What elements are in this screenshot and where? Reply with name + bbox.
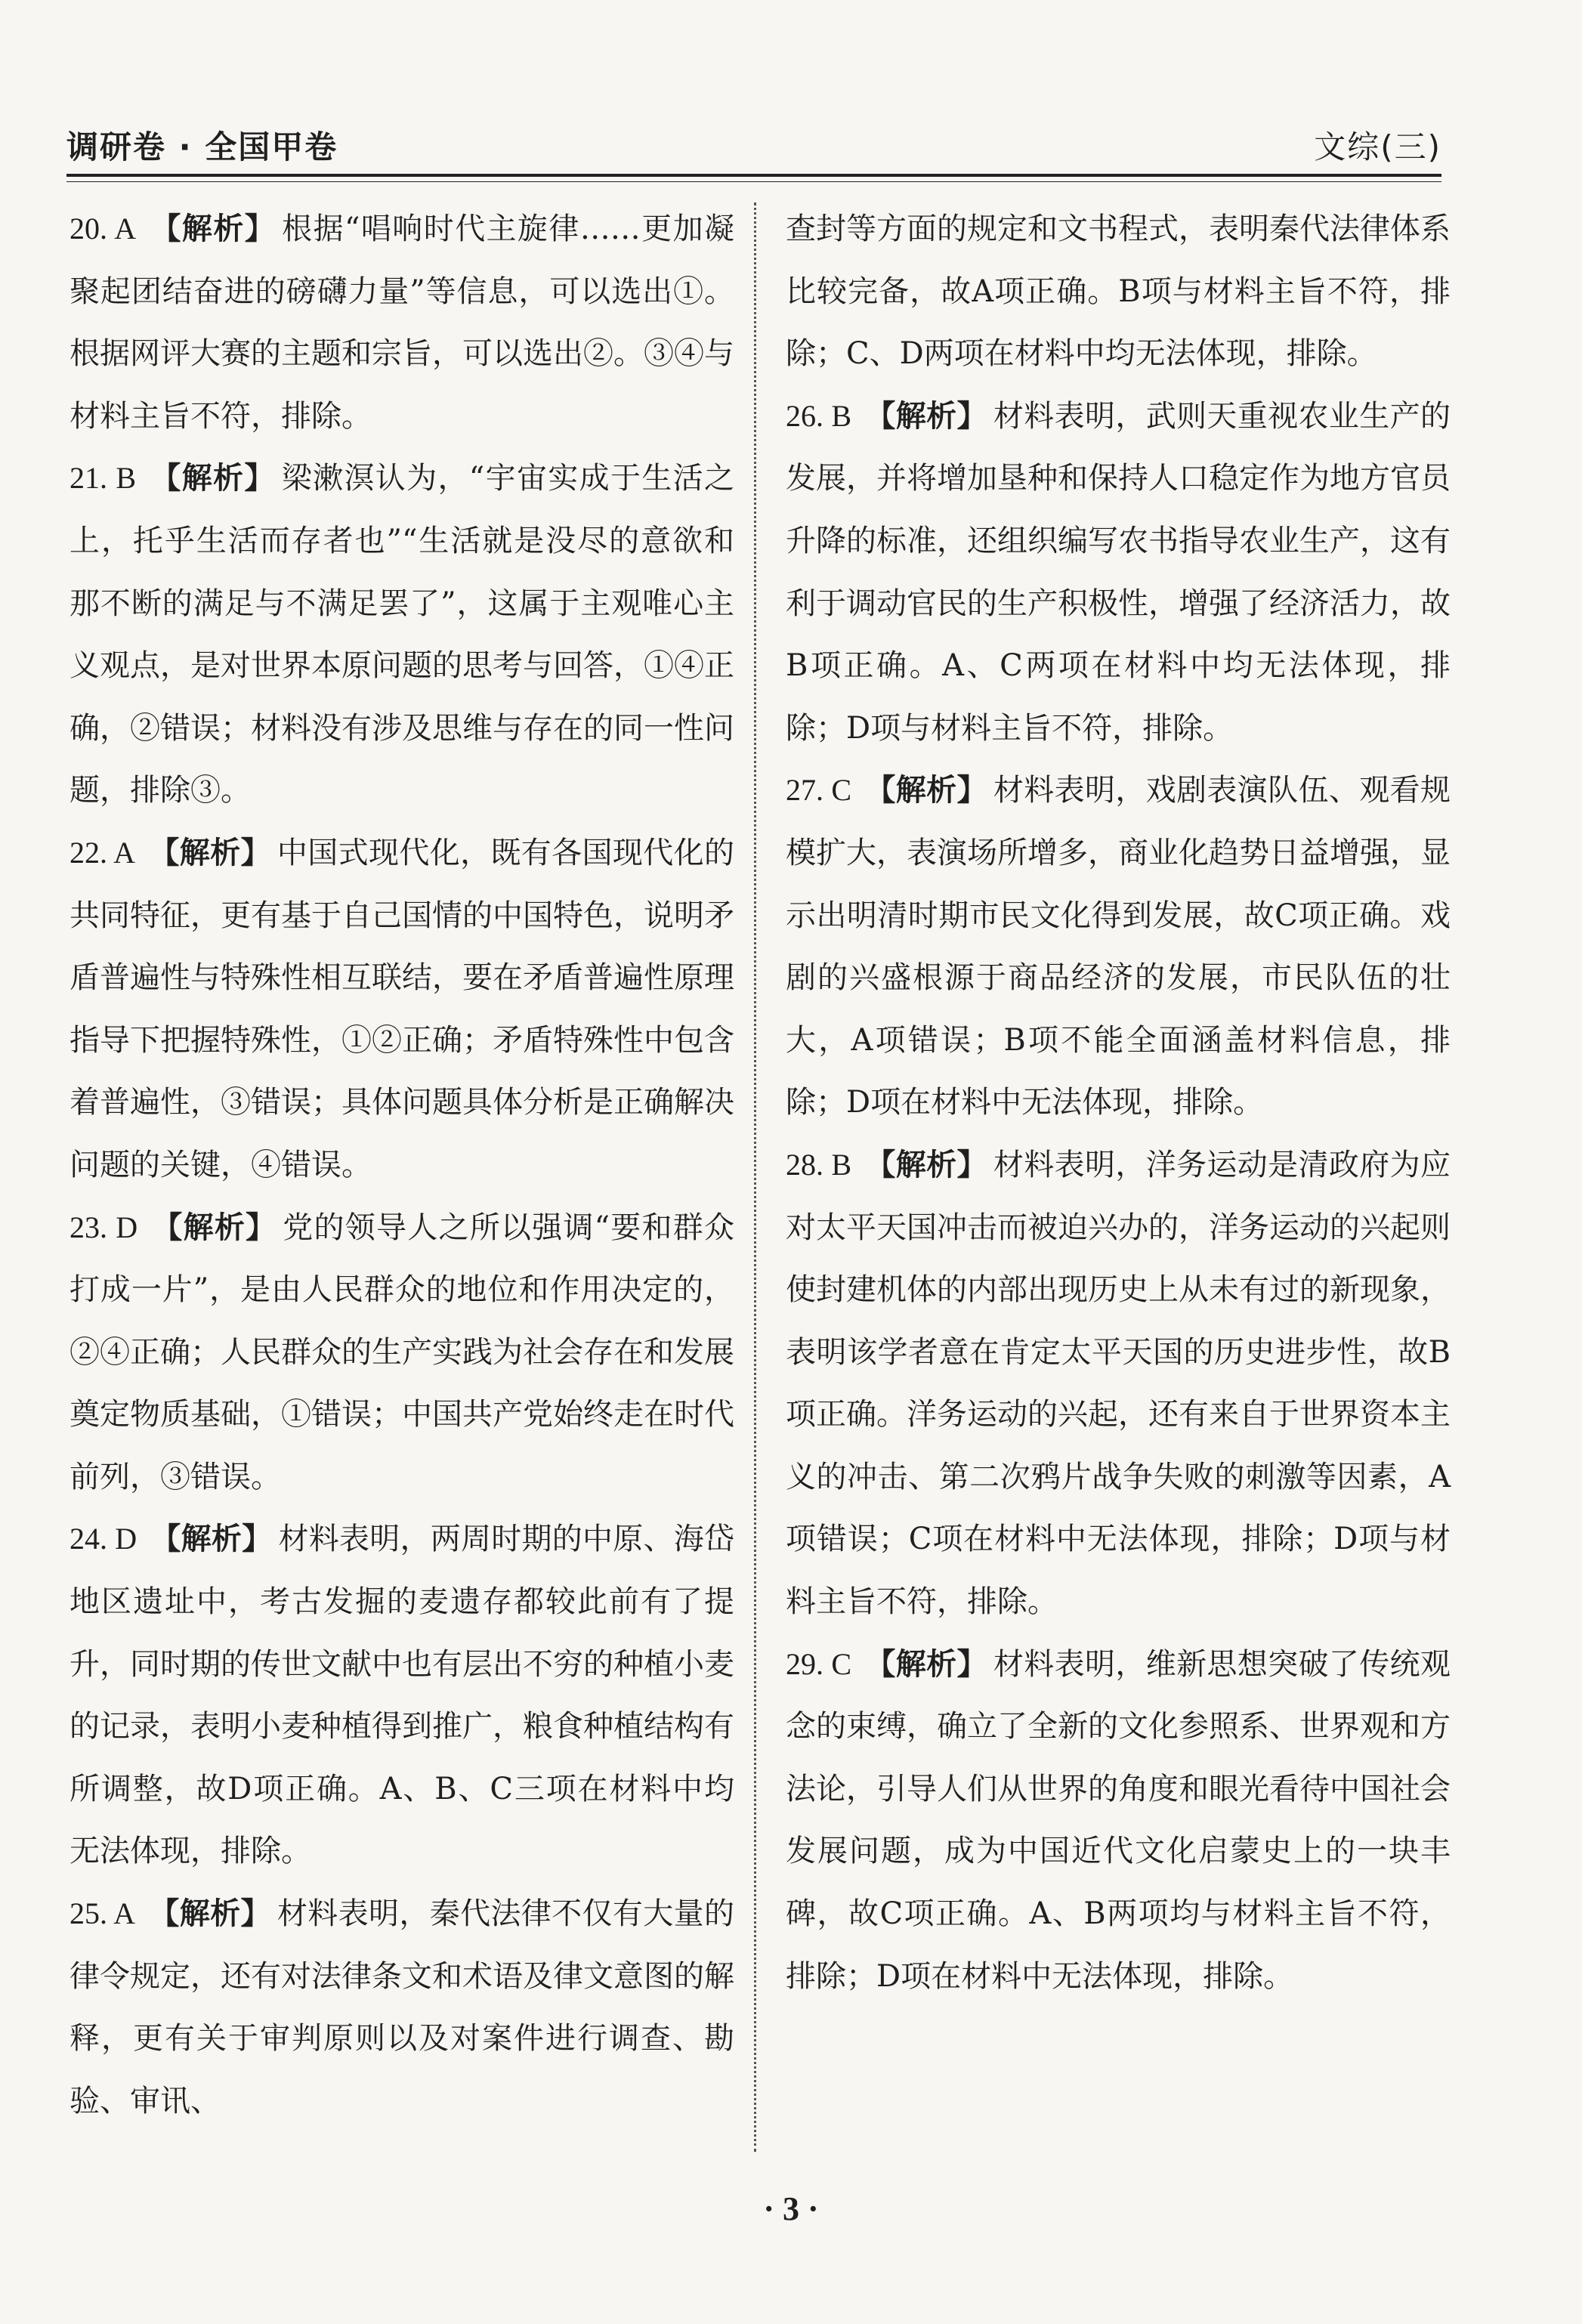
analysis-text: 材料表明，两周时期的中原、海岱地区遗址中，考古发掘的麦遗存都较此前有了提升，同时期的传世文献中也有层出不穷的种植小麦的记录，表明小麦种植得到推广，粮食种植结构有所调整，故D项正确。A、B、C三项在材料中均无法体现，排除。 <box>70 1522 735 1869</box>
analysis-tag: 【解析】 <box>865 1646 987 1682</box>
answer-number: 26. B <box>786 398 852 433</box>
analysis-text: 材料表明，维新思想突破了传统观念的束缚，确立了全新的文化参照系、世界观和方法论，引导人们从世界的角度和眼光看待中国社会发展问题，成为中国近代文化启蒙史上的一块丰碑，故C项正确。A、B两项均与材料主旨不符，排除；D项在材料中无法体现，排除。 <box>786 1646 1451 1994</box>
answer-item-24 <box>70 1508 734 1883</box>
answer-item-23 <box>70 1197 734 1509</box>
analysis-tag: 【解析】 <box>150 461 276 496</box>
analysis-tag: 【解析】 <box>865 1147 987 1182</box>
subject-label: 文综(三) <box>1314 128 1441 165</box>
analysis-tag: 【解析】 <box>865 773 987 808</box>
answer-item-25-continued <box>786 198 1451 385</box>
answer-item-25 <box>70 1883 734 2132</box>
answer-item-21 <box>70 447 734 822</box>
answer-number: 24. D <box>70 1522 137 1556</box>
page-number: · 3 · <box>763 2190 819 2227</box>
answer-item-28 <box>786 1134 1451 1633</box>
analysis-text: 中国式现代化，既有各国现代化的共同特征，更有基于自己国情的中国特色，说明矛盾普遍性与特殊性相互联结，要在矛盾普遍性原理指导下把握特殊性，①②正确；矛盾特殊性中包含着普遍性，③错误；具体问题具体分析是正确解决问题的关键，④错误。 <box>70 835 734 1182</box>
analysis-text: 材料表明，洋务运动是清政府为应对太平天国冲击而被迫兴办的，洋务运动的兴起则使封建机体的内部出现历史上从未有过的新现象，表明该学者意在肯定太平天国的历史进步性，故B项正确。洋务运动的兴起，还有来自于世界资本主义的冲击、第二次鸦片战争失败的刺激等因素，A项错误；C项在材料中无法体现，排除；D项与材料主旨不符，排除。 <box>786 1147 1451 1620</box>
answer-number: 20. A <box>70 212 137 246</box>
analysis-text: 材料表明，戏剧表演队伍、观看规模扩大，表演场所增多，商业化趋势日益增强，显示出明清时期市民文化得到发展，故C项正确。戏剧的兴盛根源于商品经济的发展，市民队伍的壮大，A项错误；B项不能全面涵盖材料信息，排除；D项在材料中无法体现，排除。 <box>786 773 1451 1120</box>
answer-number: 23. D <box>70 1210 138 1244</box>
analysis-tag: 【解析】 <box>150 212 277 246</box>
page-header <box>66 115 1441 169</box>
analysis-tag: 【解析】 <box>865 398 987 434</box>
answer-item-26 <box>786 385 1451 760</box>
answer-number: 25. A <box>70 1896 136 1931</box>
analysis-text: 梁漱溟认为，“宇宙实成于生活之上，托乎生活而存者也”“生活就是没尽的意欲和那不断的满足与不满足罢了”，这属于主观唯心主义观点，是对世界本原问题的思考与回答，①④正确，②错误；材料没有涉及思维与存在的同一性问题，排除③。 <box>70 461 735 808</box>
answer-item-27 <box>786 759 1451 1134</box>
answer-number: 29. C <box>786 1646 852 1681</box>
analysis-text: 材料表明，秦代法律不仅有大量的律令规定，还有对法律条文和术语及律文意图的解释，更有关于审判原则以及对案件进行调查、勘验、审讯、 <box>70 1896 734 2118</box>
analysis-text: 党的领导人之所以强调“要和群众打成一片”，是由人民群众的地位和作用决定的，②④正确；人民群众的生产实践为社会存在和发展奠定物质基础，①错误；中国共产党始终走在时代前列，③错误。 <box>70 1210 735 1494</box>
analysis-tag: 【解析】 <box>149 835 271 870</box>
left-column <box>70 198 734 2132</box>
analysis-text: 材料表明，武则天重视农业生产的发展，并将增加垦种和保持人口稳定作为地方官员升降的标准，还组织编写农书指导农业生产，这有利于调动官民的生产积极性，增强了经济活力，故B项正确。A、C两项在材料中均无法体现，排除；D项与材料主旨不符，排除。 <box>786 398 1451 746</box>
answer-number: 21. B <box>70 461 137 496</box>
analysis-tag: 【解析】 <box>149 1896 271 1932</box>
column-divider <box>754 202 756 2152</box>
analysis-text: 查封等方面的规定和文书程式，表明秦代法律体系比较完备，故A项正确。B项与材料主旨不符，排除；C、D两项在材料中均无法体现，排除。 <box>786 212 1451 372</box>
answer-item-29 <box>786 1633 1451 2008</box>
analysis-tag: 【解析】 <box>151 1210 277 1245</box>
header-rule-thick <box>66 174 1441 177</box>
analysis-text: 根据“唱响时代主旋律……更加凝聚起团结奋进的磅礴力量”等信息，可以选出①。根据网评大赛的主题和宗旨，可以选出②。③④与材料主旨不符，排除。 <box>70 212 734 434</box>
answer-item-22 <box>70 822 734 1197</box>
exam-title: 调研卷 · 全国甲卷 <box>66 128 338 165</box>
header-rule-thin <box>66 181 1441 182</box>
analysis-tag: 【解析】 <box>150 1522 273 1557</box>
answer-number: 28. B <box>786 1147 852 1182</box>
answer-number: 27. C <box>786 773 852 808</box>
answer-item-20 <box>70 198 734 447</box>
right-column <box>786 198 1451 2007</box>
answer-number: 22. A <box>70 835 136 870</box>
